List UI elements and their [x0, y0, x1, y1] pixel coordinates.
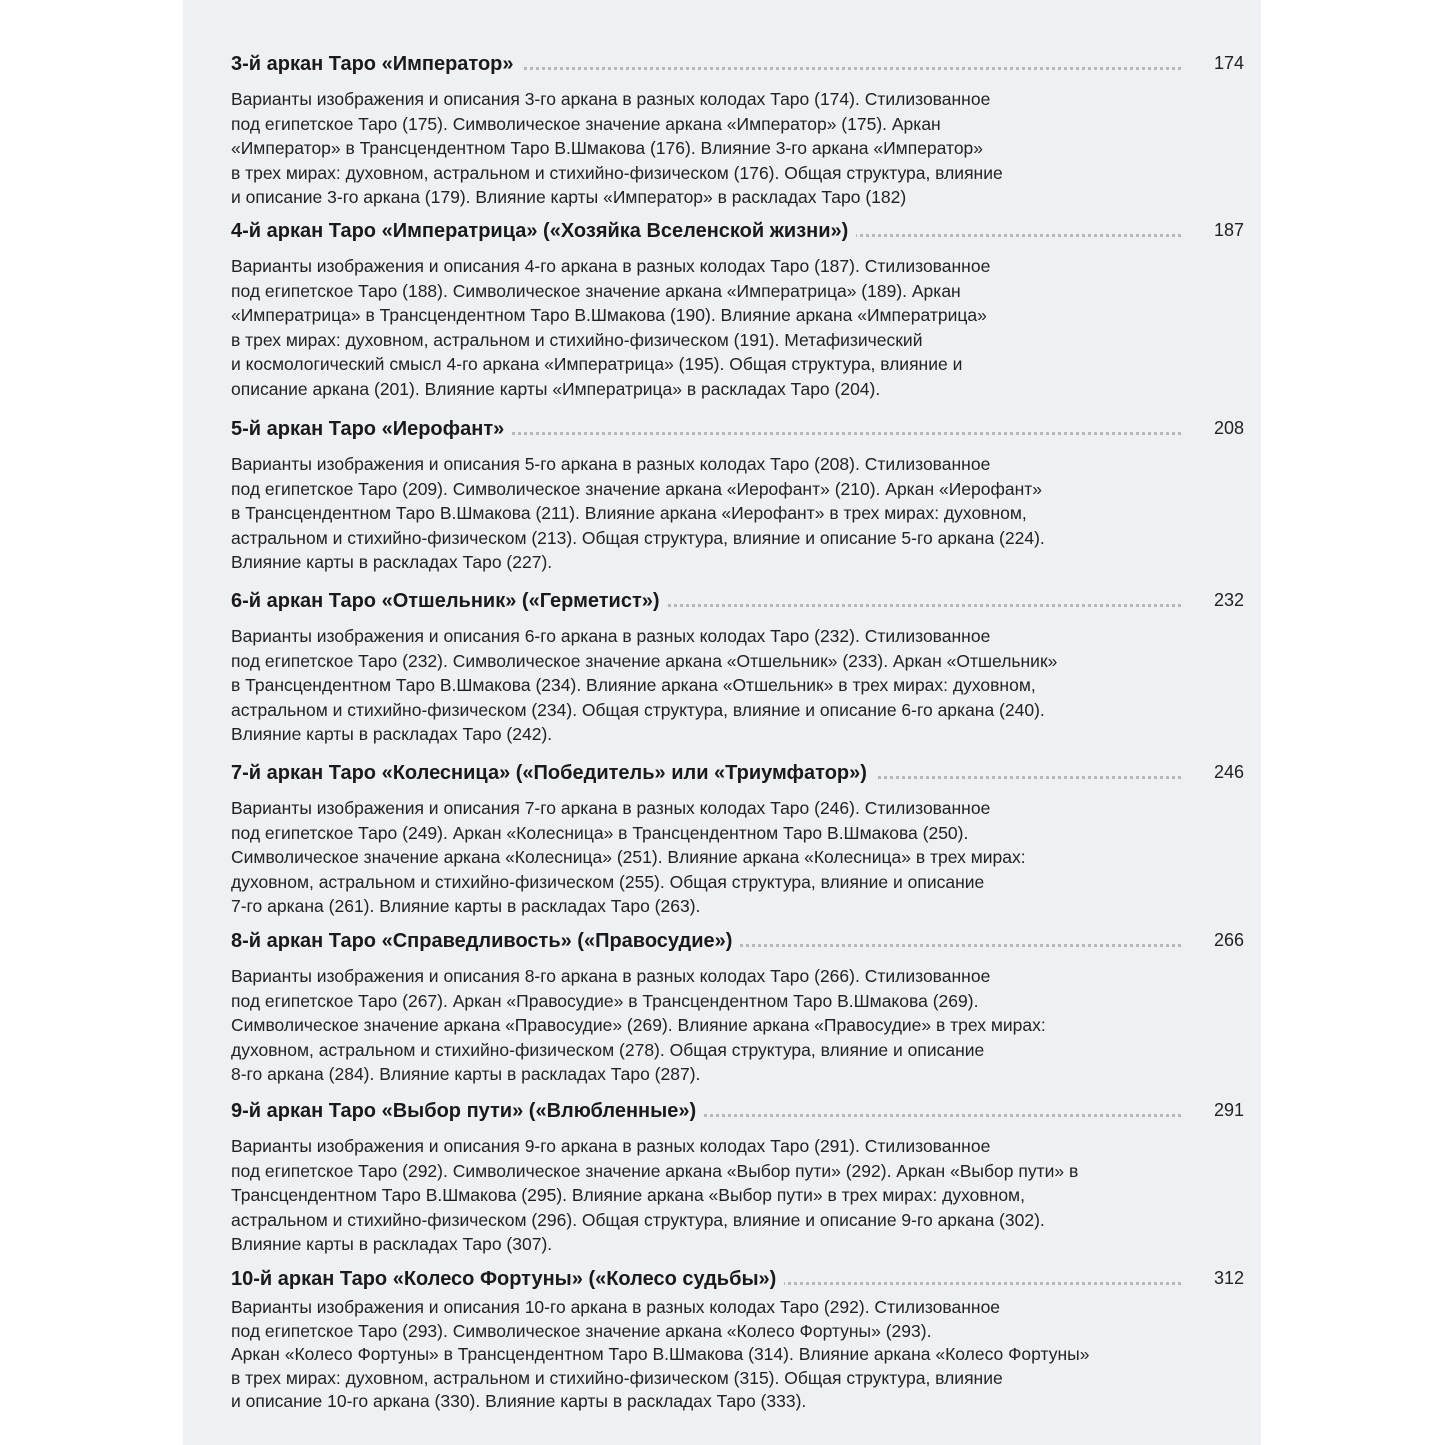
description-line: в трех мирах: духовном, астральном и стихийно-физическом (176). Общая структура, влияние [231, 162, 1003, 183]
page-number: 232 [1213, 590, 1244, 610]
toc-entry-header [183, 418, 1261, 448]
description-line: в Трансцендентном Таро В.Шмакова (211). Влияние аркана «Иерофант» в трех мирах: духовном, [231, 503, 1027, 523]
description-line: Варианты изображения и описания 8-го аркана в разных колодах Таро (266). Стилизованное [231, 966, 991, 986]
toc-entry-header [183, 220, 1261, 250]
description-line: под египетское Таро (188). Символическое значение аркана «Императрица» (189). Аркан [231, 280, 961, 301]
toc-entry [183, 1268, 1261, 1414]
description-line: описание аркана (201). Влияние карты «Императрица» в раскладах Таро (204). [231, 378, 881, 399]
page-number: 246 [1213, 762, 1244, 782]
chapter-description [231, 87, 1181, 210]
description-line: Влияние карты в раскладах Таро (227). [231, 552, 553, 572]
toc-entry [183, 930, 1261, 1087]
description-line: духовном, астральном и стихийно-физическом (255). Общая структура, влияние и описание [231, 871, 985, 892]
description-line: под египетское Таро (293). Символическое значение аркана «Колесо Фортуны» (293). [231, 1320, 932, 1341]
description-line: под египетское Таро (209). Символическое значение аркана «Иерофант» (210). Аркан «Иерофант» [231, 478, 1043, 499]
description-line: Варианты изображения и описания 9-го аркана в разных колодах Таро (291). Стилизованное [231, 1136, 991, 1156]
toc-entry [183, 53, 1261, 210]
description-line: «Император» в Трансцендентном Таро В.Шмакова (176). Влияние 3-го аркана «Император» [231, 138, 984, 158]
description-line: в Трансцендентном Таро В.Шмакова (234). Влияние аркана «Отшельник» в трех мирах: духовном, [231, 675, 1036, 695]
description-line: под египетское Таро (267). Аркан «Правосудие» в Трансцендентном Таро В.Шмакова (269). [231, 990, 979, 1011]
chapter-description [231, 254, 1181, 401]
toc-entry-header [183, 1100, 1261, 1130]
toc-entry-header [183, 1268, 1261, 1298]
description-line: в трех мирах: духовном, астральном и стихийно-физическом (191). Метафизический [231, 329, 923, 350]
description-line: Варианты изображения и описания 4-го аркана в разных колодах Таро (187). Стилизованное [231, 256, 991, 276]
description-line: и космологический смысл 4-го аркана «Императрица» (195). Общая структура, влияние и [231, 354, 963, 374]
toc-entry [183, 220, 1261, 401]
chapter-title: 5-й аркан Таро «Иерофант» [231, 418, 512, 441]
page-number: 266 [1213, 930, 1244, 950]
chapter-description [231, 796, 1181, 919]
description-line: 7-го аркана (261). Влияние карты в раскладах Таро (263). [231, 896, 701, 916]
chapter-description [231, 964, 1181, 1087]
chapter-description [231, 452, 1181, 575]
toc-entry-header [183, 930, 1261, 960]
toc-entry [183, 590, 1261, 747]
chapter-title: 6-й аркан Таро «Отшельник» («Герметист») [231, 590, 668, 613]
chapter-description [231, 624, 1181, 747]
chapter-title: 8-й аркан Таро «Справедливость» («Правосудие») [231, 930, 740, 953]
page-number: 312 [1213, 1268, 1244, 1288]
description-line: Трансцендентном Таро В.Шмакова (295). Влияние аркана «Выбор пути» в трех мирах: духовном, [231, 1185, 1025, 1205]
description-line: Варианты изображения и описания 10-го аркана в разных колодах Таро (292). Стилизованное [231, 1297, 1001, 1317]
description-line: Влияние карты в раскладах Таро (307). [231, 1234, 553, 1254]
description-line: Варианты изображения и описания 7-го аркана в разных колодах Таро (246). Стилизованное [231, 798, 991, 818]
description-line: под египетское Таро (175). Символическое значение аркана «Император» (175). Аркан [231, 113, 941, 134]
description-line: в трех мирах: духовном, астральном и стихийно-физическом (315). Общая структура, влияние [231, 1367, 1003, 1388]
description-line: Варианты изображения и описания 6-го аркана в разных колодах Таро (232). Стилизованное [231, 626, 991, 646]
description-line: под египетское Таро (292). Символическое значение аркана «Выбор пути» (292). Аркан «Выбор пути» в [231, 1160, 1079, 1181]
toc-entry-header [183, 53, 1261, 83]
chapter-title: 9-й аркан Таро «Выбор пути» («Влюбленные») [231, 1100, 704, 1123]
chapter-description [231, 1134, 1181, 1257]
description-line: духовном, астральном и стихийно-физическом (278). Общая структура, влияние и описание [231, 1039, 985, 1060]
description-line: Варианты изображения и описания 3-го аркана в разных колодах Таро (174). Стилизованное [231, 89, 991, 109]
toc-entry [183, 762, 1261, 919]
description-line: Аркан «Колесо Фортуны» в Трансцендентном Таро В.Шмакова (314). Влияние аркана «Колесо Фортуны» [231, 1344, 1090, 1364]
description-line: под египетское Таро (232). Символическое значение аркана «Отшельник» (233). Аркан «Отшельник» [231, 650, 1058, 671]
page-number: 174 [1213, 53, 1244, 73]
toc-entry-header [183, 590, 1261, 620]
description-line: 8-го аркана (284). Влияние карты в раскладах Таро (287). [231, 1064, 701, 1084]
chapter-title: 3-й аркан Таро «Император» [231, 53, 522, 76]
description-line: Символическое значение аркана «Колесница» (251). Влияние аркана «Колесница» в трех мирах: [231, 847, 1026, 867]
description-line: астральном и стихийно-физическом (234). Общая структура, влияние и описание 6-го аркана (240). [231, 699, 1045, 720]
description-line: Влияние карты в раскладах Таро (242). [231, 724, 553, 744]
description-line: Символическое значение аркана «Правосудие» (269). Влияние аркана «Правосудие» в трех мирах: [231, 1015, 1046, 1035]
page-number: 187 [1213, 220, 1244, 240]
description-line: астральном и стихийно-физическом (296). Общая структура, влияние и описание 9-го аркана (302). [231, 1209, 1045, 1230]
description-line: Варианты изображения и описания 5-го аркана в разных колодах Таро (208). Стилизованное [231, 454, 991, 474]
toc-entry [183, 1100, 1261, 1257]
toc-entry-header [183, 762, 1261, 792]
page-number: 208 [1213, 418, 1244, 438]
chapter-title: 7-й аркан Таро «Колесница» («Победитель» или «Триумфатор») [231, 762, 875, 785]
description-line: «Императрица» в Трансцендентном Таро В.Шмакова (190). Влияние аркана «Императрица» [231, 305, 987, 325]
chapter-title: 4-й аркан Таро «Императрица» («Хозяйка Вселенской жизни») [231, 220, 856, 243]
description-line: астральном и стихийно-физическом (213). Общая структура, влияние и описание 5-го аркана (224). [231, 527, 1045, 548]
description-line: и описание 3-го аркана (179). Влияние карты «Император» в раскладах Таро (182) [231, 187, 907, 207]
description-line: и описание 10-го аркана (330). Влияние карты в раскладах Таро (333). [231, 1391, 807, 1411]
chapter-description [231, 1296, 1181, 1414]
page-number: 291 [1213, 1100, 1244, 1120]
toc-entry [183, 418, 1261, 575]
book-page [183, 0, 1261, 1445]
description-line: под египетское Таро (249). Аркан «Колесница» в Трансцендентном Таро В.Шмакова (250). [231, 822, 969, 843]
chapter-title: 10-й аркан Таро «Колесо Фортуны» («Колесо судьбы») [231, 1268, 784, 1291]
